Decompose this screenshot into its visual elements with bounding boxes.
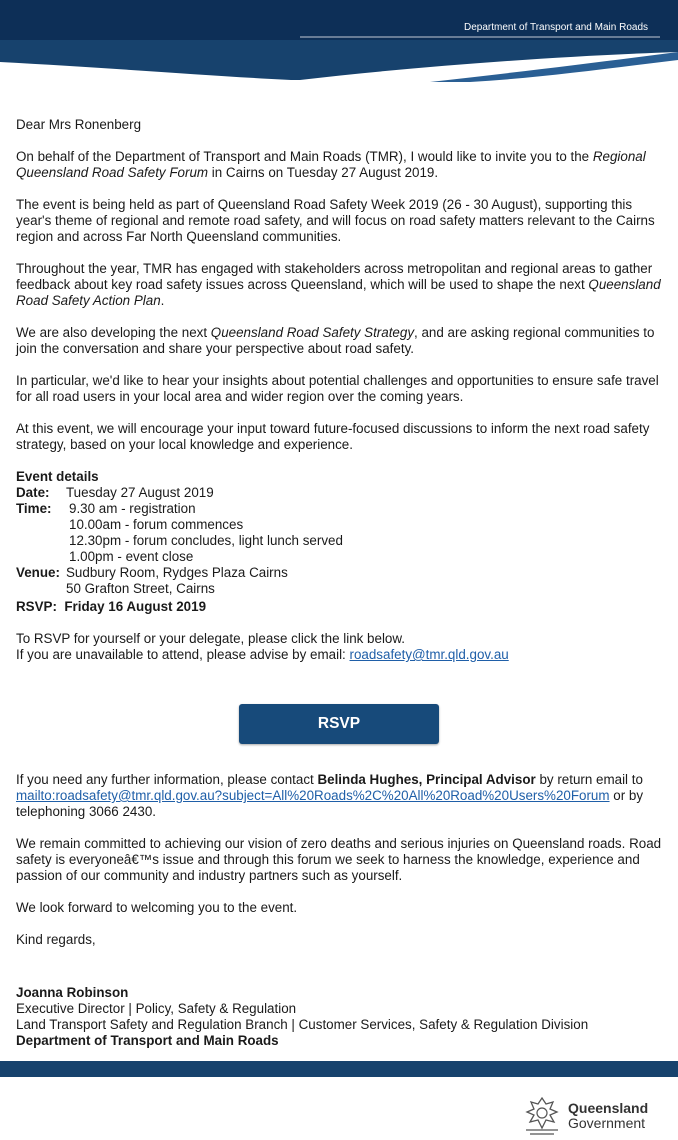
paragraph-stakeholders: Throughout the year, TMR has engaged with stakeholders across metropolitan and regional areas to gather feedback about key road safety issues across Queensland, which will be used to shape the next Queensland Road Safety Action Plan. — [16, 261, 661, 308]
paragraph-insights: In particular, we'd like to hear your insights about potential challenges and opportunities to ensure safe travel for all road users in your local area and wider region over the coming years. — [16, 373, 659, 404]
paragraph-invite: On behalf of the Department of Transport and Main Roads (TMR), I would like to invite you to the Regional Queensland Road Safety Forum in Cairns on Tuesday 27 August 2019. — [16, 149, 646, 180]
time-item: 9.30 am - registration — [69, 501, 196, 516]
event-time-row — [16, 501, 666, 565]
coat-of-arms-icon — [520, 1094, 564, 1136]
signature-title: Executive Director | Policy, Safety & Regulation — [16, 1001, 297, 1016]
logo-line-queensland: Queensland — [568, 1100, 649, 1116]
salutation: Dear Mrs Ronenberg — [16, 117, 142, 132]
mailto-link[interactable]: mailto:roadsafety@tmr.qld.gov.au?subject=All%20Roads%2C%20All%20Road%20Users%20Forum — [16, 788, 610, 803]
rsvp-deadline: RSVP: Friday 16 August 2019 — [16, 599, 207, 614]
signature-department: Department of Transport and Main Roads — [16, 1033, 279, 1048]
event-details — [16, 469, 666, 615]
header-wave-graphic — [0, 0, 678, 82]
rsvp-button[interactable]: RSVP — [239, 704, 439, 744]
rsvp-instructions — [16, 631, 666, 663]
venue-line: 50 Grafton Street, Cairns — [66, 581, 215, 596]
logo-line-government: Government — [568, 1115, 646, 1131]
signature-block — [16, 985, 666, 1049]
signature-name: Joanna Robinson — [16, 985, 129, 1000]
venue-label: Venue: — [16, 565, 60, 580]
event-venue-row — [16, 565, 666, 597]
contact-name: Belinda Hughes, Principal Advisor — [317, 772, 536, 787]
event-date-row — [16, 485, 666, 501]
time-item: 1.00pm - event close — [69, 549, 194, 564]
queensland-government-logo — [520, 1094, 660, 1134]
rsvp-line-2: If you are unavailable to attend, please advise by email: roadsafety@tmr.qld.gov.au — [16, 647, 509, 662]
paragraph-contact: If you need any further information, please contact Belinda Hughes, Principal Advisor by return email to mailto:roadsafety@tmr.qld.gov.au?subject=All%20Roads%2C%20All%20Road%20Users%20Forum or by telephoning 3066 2430. — [16, 772, 644, 819]
event-details-title: Event details — [16, 469, 99, 484]
paragraph-road-safety-week: The event is being held as part of Queensland Road Safety Week 2019 (26 - 30 August), supporting this year's theme of regional and remote road safety, and will focus on road safety matters relevant to the Cairns region and across Far North Queensland communities. — [16, 197, 655, 244]
time-label: Time: — [16, 501, 52, 516]
footer-bar — [0, 1061, 678, 1077]
paragraph-commitment: We remain committed to achieving our vision of zero deaths and serious injuries on Queensland roads. Road safety is everyoneâ€™s issue and through this forum we seek to harness the knowledge, experience and passion of our community and industry partners such as yourself. — [16, 836, 662, 883]
header-banner — [0, 0, 678, 82]
rsvp-email-link[interactable]: roadsafety@tmr.qld.gov.au — [349, 647, 509, 662]
time-item: 10.00am - forum commences — [69, 517, 244, 532]
department-title: Department of Transport and Main Roads — [464, 22, 648, 33]
rsvp-line-1: To RSVP for yourself or your delegate, please click the link below. — [16, 631, 406, 646]
kind-regards: Kind regards, — [16, 932, 96, 947]
paragraph-look-forward: We look forward to welcoming you to the event. — [16, 900, 298, 915]
time-item: 12.30pm - forum concludes, light lunch served — [69, 533, 343, 548]
venue-line: Sudbury Room, Rydges Plaza Cairns — [66, 565, 288, 580]
paragraph-strategy: We are also developing the next Queensland Road Safety Strategy, and are asking regional communities to join the conversation and share your perspective about road safety. — [16, 325, 655, 356]
paragraph-discussion: At this event, we will encourage your input toward future-focused discussions to inform the next road safety strategy, based on your local knowledge and experience. — [16, 421, 650, 452]
event-date: Tuesday 27 August 2019 — [66, 485, 214, 500]
letter-body — [16, 117, 666, 1049]
signature-branch: Land Transport Safety and Regulation Branch | Customer Services, Safety & Regulation Division — [16, 1017, 589, 1032]
date-label: Date: — [16, 485, 50, 500]
